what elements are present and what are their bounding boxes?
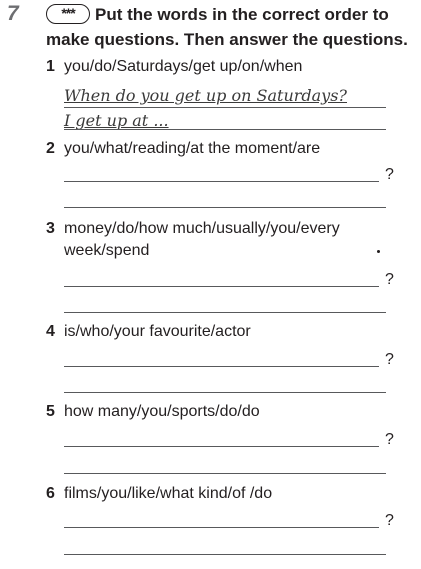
answer-line[interactable]: [64, 312, 386, 313]
question-answer-line[interactable]: [64, 181, 379, 182]
answer-line[interactable]: [64, 392, 386, 393]
question-prompt-line-1: money/do/how much/usually/you/every: [64, 220, 340, 237]
exercise-number: 7: [7, 2, 19, 25]
question-number: 5: [46, 403, 55, 420]
question-answer-line[interactable]: [64, 286, 379, 287]
question-prompt: how many/you/sports/do/do: [64, 403, 260, 420]
question-mark: ?: [385, 431, 394, 448]
question-number: 6: [46, 485, 55, 502]
instruction-line-2: make questions. Then answer the questions.: [46, 30, 408, 49]
question-mark: ?: [385, 271, 394, 288]
question-mark: ?: [385, 351, 394, 368]
question-number: 3: [46, 220, 55, 237]
example-question-handwritten: When do you get up on Saturdays?: [64, 86, 348, 105]
answer-line: [64, 107, 386, 108]
question-answer-line[interactable]: [64, 527, 379, 528]
instruction-line-1: Put the words in the correct order to: [95, 5, 389, 24]
question-number: 2: [46, 140, 55, 157]
answer-line[interactable]: [64, 207, 386, 208]
question-answer-line[interactable]: [64, 446, 379, 447]
question-prompt: you/do/Saturdays/get up/on/when: [64, 58, 303, 75]
answer-line[interactable]: [64, 473, 386, 474]
question-number: 1: [46, 58, 55, 75]
question-number: 4: [46, 323, 55, 340]
answer-line[interactable]: [64, 554, 386, 555]
difficulty-badge: ***: [46, 4, 90, 24]
stray-dot: [377, 250, 380, 253]
question-mark: ?: [385, 512, 394, 529]
question-prompt: is/who/your favourite/actor: [64, 323, 251, 340]
example-answer-handwritten: I get up at ...: [64, 111, 169, 130]
question-prompt-line-2: week/spend: [64, 242, 150, 259]
question-answer-line[interactable]: [64, 366, 379, 367]
answer-line: [64, 129, 386, 130]
question-prompt: films/you/like/what kind/of /do: [64, 485, 273, 502]
question-prompt: you/what/reading/at the moment/are: [64, 140, 321, 157]
question-mark: ?: [385, 166, 394, 183]
